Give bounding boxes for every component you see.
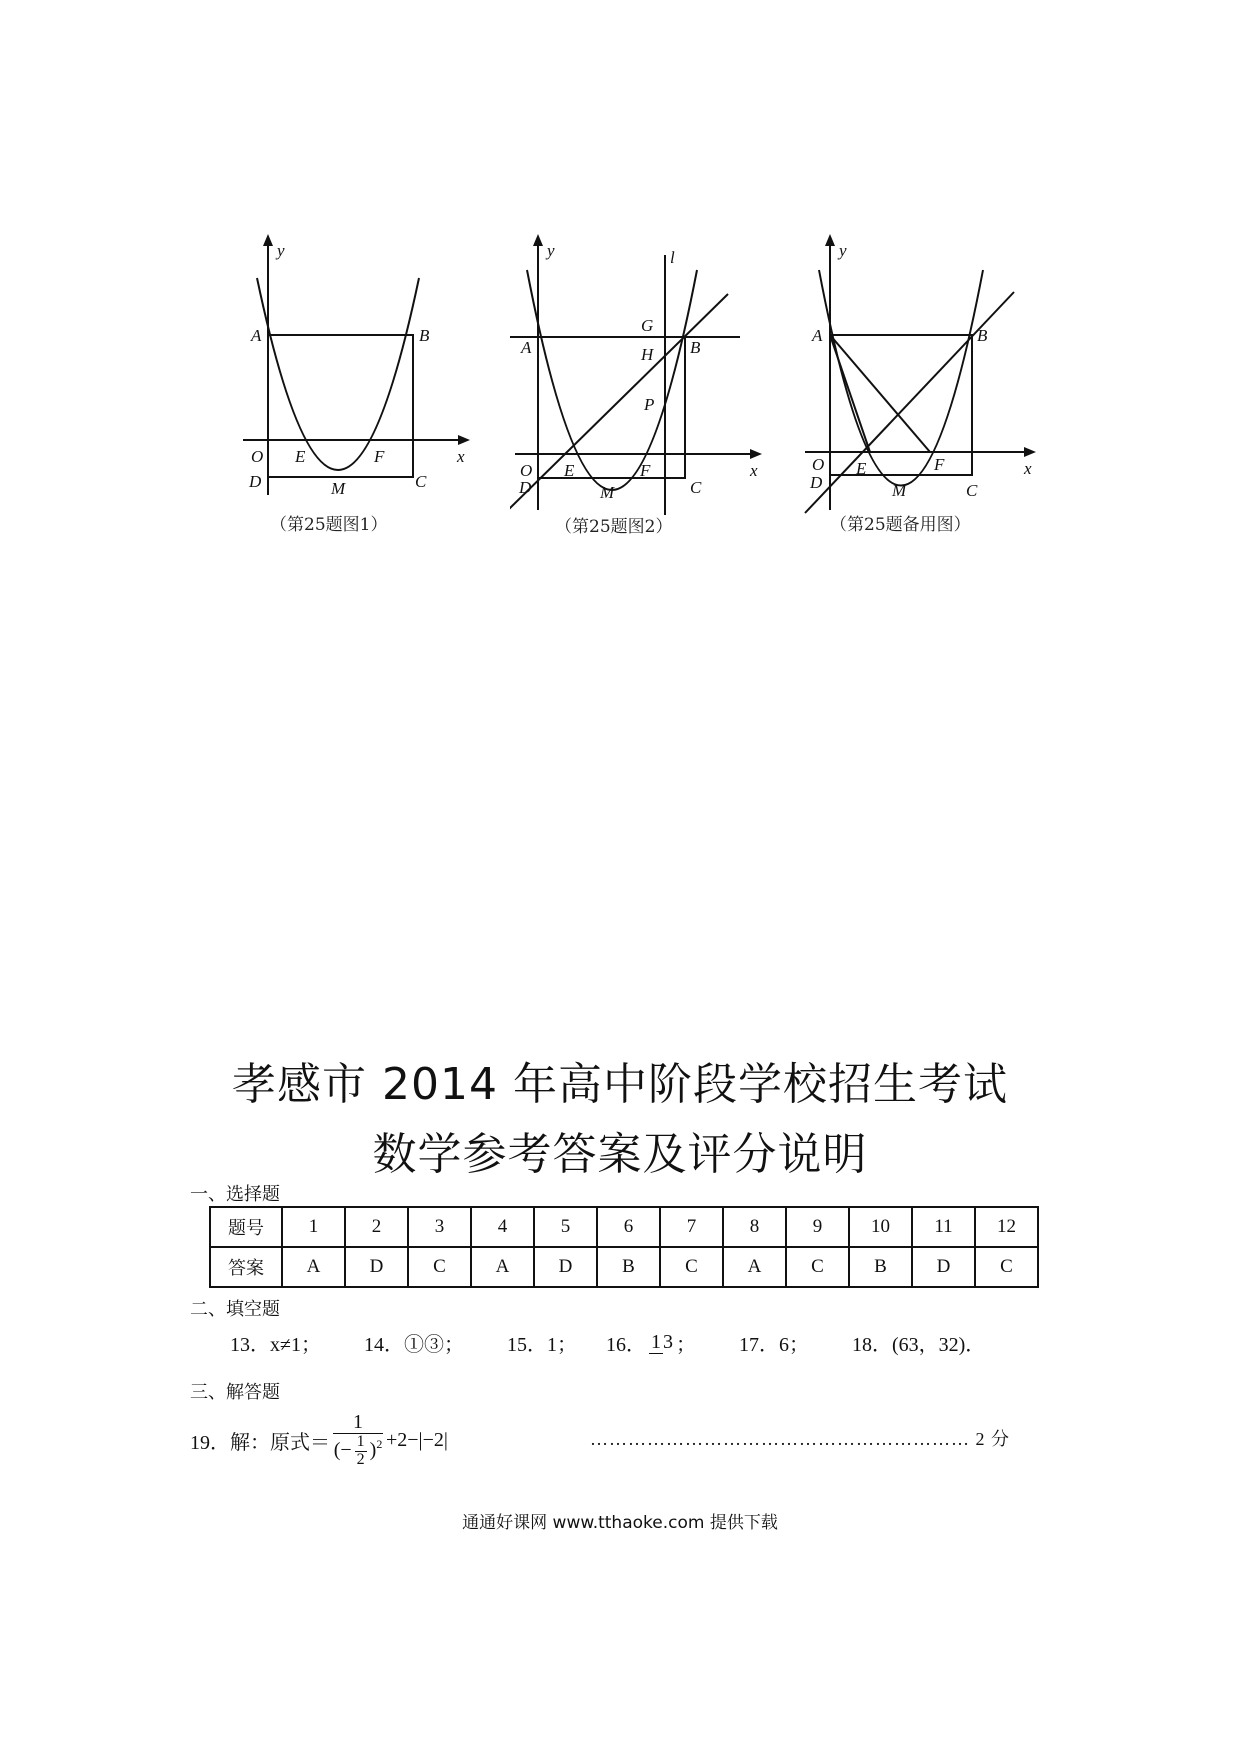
label-o: O bbox=[520, 461, 533, 480]
table-cell: 2 bbox=[345, 1207, 408, 1247]
figure-3-caption: （第25题备用图） bbox=[830, 515, 971, 535]
answer-16-prefix: 16． bbox=[605, 1334, 646, 1356]
figure-1 bbox=[235, 230, 475, 500]
label-d: D bbox=[810, 473, 823, 492]
segment-ae bbox=[830, 335, 870, 452]
table-cell: B bbox=[849, 1247, 912, 1287]
table-cell: 6 bbox=[597, 1207, 660, 1247]
label-e: E bbox=[564, 461, 575, 480]
section-fill-heading: 二、填空题 bbox=[190, 1299, 280, 1320]
figure-3 bbox=[800, 230, 1040, 520]
answer-14: 14．①③； bbox=[363, 1334, 464, 1356]
figure-3-svg bbox=[800, 230, 1040, 520]
table-cell: D bbox=[912, 1247, 975, 1287]
q19-exponent: 2 bbox=[376, 1437, 383, 1452]
q19-denominator bbox=[334, 1434, 383, 1469]
figure-2-svg bbox=[510, 230, 770, 520]
label-y: y bbox=[839, 241, 847, 260]
table-cell: C bbox=[975, 1247, 1038, 1287]
table-cell: A bbox=[471, 1247, 534, 1287]
table-cell: 3 bbox=[408, 1207, 471, 1247]
footer-source: 通通好课网 www.tthaoke.com 提供下载 bbox=[462, 1513, 778, 1533]
label-x: x bbox=[457, 447, 465, 466]
label-m: M bbox=[331, 479, 346, 498]
table-row-numbers bbox=[210, 1207, 1038, 1247]
q19-numerator: 1 bbox=[333, 1412, 383, 1434]
label-c: C bbox=[690, 478, 702, 497]
label-x: x bbox=[750, 461, 758, 480]
table-cell: 1 bbox=[282, 1207, 345, 1247]
x-arrow bbox=[1024, 447, 1036, 457]
table-cell: 5 bbox=[534, 1207, 597, 1247]
figure-2 bbox=[510, 230, 770, 520]
answer-13: 13．x≠1； bbox=[230, 1334, 321, 1356]
answer-table bbox=[209, 1206, 1039, 1288]
q19-den-open: (− bbox=[333, 1438, 352, 1461]
title-line-2: 数学参考答案及评分说明 bbox=[372, 1129, 868, 1180]
table-cell: D bbox=[534, 1247, 597, 1287]
label-x: x bbox=[1024, 459, 1032, 478]
label-a: A bbox=[812, 326, 823, 345]
label-e: E bbox=[856, 459, 867, 478]
table-cell: A bbox=[282, 1247, 345, 1287]
answer-16-suffix: ； bbox=[675, 1334, 696, 1356]
q19-rest: +2−|−2| bbox=[386, 1428, 448, 1451]
label-f: F bbox=[934, 455, 945, 474]
rectangle-abcd bbox=[268, 335, 413, 477]
fill-answers bbox=[230, 1328, 985, 1357]
figure-1-caption: （第25题图1） bbox=[270, 515, 388, 535]
section-solution-heading: 三、解答题 bbox=[190, 1382, 280, 1403]
parabola bbox=[257, 278, 419, 470]
label-b: B bbox=[419, 326, 430, 345]
table-cell: 8 bbox=[723, 1207, 786, 1247]
q19-inner-den: 2 bbox=[356, 1450, 365, 1468]
table-cell: 11 bbox=[912, 1207, 975, 1247]
label-y: y bbox=[547, 241, 555, 260]
q19-den-close: ) bbox=[369, 1438, 377, 1461]
table-cell: 9 bbox=[786, 1207, 849, 1247]
table-cell: C bbox=[408, 1247, 471, 1287]
label-f: F bbox=[374, 447, 385, 466]
question-19 bbox=[190, 1412, 448, 1469]
parabola bbox=[527, 270, 697, 490]
table-cell: 10 bbox=[849, 1207, 912, 1247]
table-head-number: 题号 bbox=[210, 1207, 282, 1247]
label-f: F bbox=[640, 461, 651, 480]
table-row-answers bbox=[210, 1247, 1038, 1287]
label-y: y bbox=[277, 241, 285, 260]
section-choice-heading: 一、选择题 bbox=[190, 1184, 280, 1205]
fraction-numerator: 1 bbox=[650, 1330, 661, 1353]
label-c: C bbox=[966, 481, 978, 500]
x-arrow bbox=[750, 449, 762, 459]
title-line-1: 孝感市 2014 年高中阶段学校招生考试 bbox=[232, 1059, 1008, 1110]
table-cell: C bbox=[660, 1247, 723, 1287]
fraction-denominator: 3 bbox=[662, 1331, 673, 1354]
q19-prefix: 19．解：原式＝ bbox=[190, 1431, 330, 1454]
label-p: P bbox=[644, 395, 655, 414]
label-o: O bbox=[251, 447, 264, 466]
table-cell: C bbox=[786, 1247, 849, 1287]
q19-inner-num: 1 bbox=[356, 1433, 365, 1450]
y-arrow bbox=[533, 234, 543, 246]
y-arrow bbox=[825, 234, 835, 246]
answer-17: 17．6； bbox=[738, 1334, 809, 1356]
label-o: O bbox=[812, 455, 825, 474]
label-d: D bbox=[519, 478, 532, 497]
score-dots: …………………………………………………… 2 分 bbox=[590, 1429, 1010, 1449]
label-a: A bbox=[521, 338, 532, 357]
label-b: B bbox=[690, 338, 701, 357]
label-m: M bbox=[892, 481, 907, 500]
table-head-answer: 答案 bbox=[210, 1247, 282, 1287]
label-g: G bbox=[641, 316, 654, 335]
q19-fraction bbox=[333, 1412, 383, 1469]
answer-15: 15．1； bbox=[506, 1334, 577, 1356]
figure-2-caption: （第25题图2） bbox=[555, 517, 673, 537]
label-d: D bbox=[249, 472, 262, 491]
y-arrow bbox=[263, 234, 273, 246]
label-h: H bbox=[641, 345, 654, 364]
figure-1-svg bbox=[235, 230, 475, 500]
label-l: l bbox=[670, 248, 675, 267]
label-c: C bbox=[415, 472, 427, 491]
fraction-one-third bbox=[649, 1331, 673, 1353]
label-e: E bbox=[295, 447, 306, 466]
label-m: M bbox=[600, 483, 615, 502]
table-cell: B bbox=[597, 1247, 660, 1287]
table-cell: D bbox=[345, 1247, 408, 1287]
x-arrow bbox=[458, 435, 470, 445]
label-a: A bbox=[251, 326, 262, 345]
table-cell: 4 bbox=[471, 1207, 534, 1247]
q19-inner-fraction bbox=[355, 1434, 367, 1469]
label-b: B bbox=[977, 326, 988, 345]
answer-18: 18．(63，32)． bbox=[851, 1334, 986, 1356]
table-cell: 7 bbox=[660, 1207, 723, 1247]
table-cell: A bbox=[723, 1247, 786, 1287]
table-cell: 12 bbox=[975, 1207, 1038, 1247]
